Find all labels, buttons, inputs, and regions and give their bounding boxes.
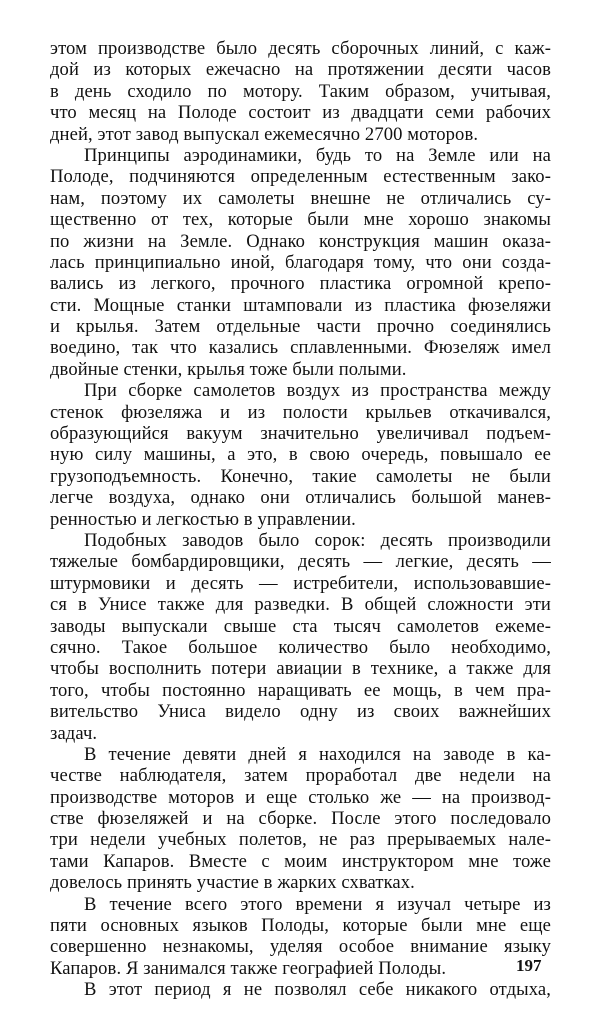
text-line: В течение девяти дней я находился на заводе в ка-: [84, 743, 551, 765]
text-line: Принципы аэродинамики, будь то на Земле или на: [84, 144, 551, 166]
text-line: сячно. Такое большое количество было необходимо,: [50, 636, 551, 658]
text-line: ся в Унисе также для разведки. В общей сложности эти: [50, 594, 551, 616]
text-line: этом производстве было десять сборочных линий, с каж-: [50, 38, 551, 59]
text-line: В этот период я не позволял себе никакого отдыха,: [84, 979, 551, 1001]
text-line: три недели учебных полетов, не раз прерываемых нале-: [50, 829, 551, 851]
text-line: Подобных заводов было сорок: десять производили: [84, 529, 551, 551]
text-line: задач.: [50, 722, 98, 744]
text-line: тяжелые бомбардировщики, десять — легкие, десять —: [50, 551, 551, 573]
text-line: и крылья. Затем отдельные части прочно соединялись: [50, 316, 551, 338]
text-line: лась принципиально иной, благодаря тому, что они созда-: [50, 251, 551, 273]
text-line: стенок фюзеляжа и из полости крыльев откачивался,: [50, 401, 551, 423]
text-line: честве наблюдателя, затем проработал две недели на: [50, 765, 551, 787]
text-line: нам, поэтому их самолеты внешне не отличались су-: [50, 187, 551, 209]
text-line: довелось принять участие в жарких схватках.: [50, 872, 415, 894]
page-number: 197: [516, 956, 542, 975]
text-line: В течение всего этого времени я изучал четыре из: [84, 893, 551, 915]
text-line: ренностью и легкостью в управлении.: [50, 508, 356, 530]
paragraph: [50, 145, 551, 380]
text-line: по жизни на Земле. Однако конструкция машин оказа-: [50, 230, 551, 252]
paragraph: [50, 38, 551, 145]
text-line: вались из легкого, прочного пластика огромной крепо-: [50, 273, 551, 295]
text-line: воедино, так что казались сплавленными. Фюзеляж имел: [50, 337, 551, 359]
text-line: двойные стенки, крылья тоже были полыми.: [50, 358, 407, 380]
text-line: совершенно незнакомы, уделяя особое внимание языку: [50, 936, 551, 958]
text-line: стве фюзеляжей и на сборке. После этого последовало: [50, 808, 551, 830]
paragraph: [50, 744, 551, 894]
text-line: дой из которых ежечасно на протяжении десяти часов: [50, 59, 551, 81]
text-line: пяти основных языков Полоды, которые были мне еще: [50, 915, 551, 937]
text-line: производстве моторов и еще столько же — на производ-: [50, 786, 551, 808]
paragraph: [50, 530, 551, 744]
page-body: [50, 38, 551, 1001]
text-line: образующийся вакуум значительно увеличивал подъем-: [50, 423, 551, 445]
text-line: чтобы восполнить потери авиации в технике, а также для: [50, 658, 551, 680]
text-line: заводы выпускали свыше ста тысяч самолетов ежеме-: [50, 615, 551, 637]
text-line: При сборке самолетов воздух из пространства между: [84, 380, 551, 402]
text-line: щественно от тех, которые были мне хорошо знакомы: [50, 209, 551, 231]
text-line: тами Капаров. Вместе с моим инструктором мне тоже: [50, 850, 551, 872]
text-line: грузоподъемность. Конечно, такие самолеты не были: [50, 465, 551, 487]
text-line: легче воздуха, однако они отличались большой манев-: [50, 487, 551, 509]
text-line: ную силу машины, а это, в свою очередь, повышало ее: [50, 444, 551, 466]
text-line: вительство Униса видело одну из своих важнейших: [50, 701, 551, 723]
paragraph: [50, 894, 551, 980]
text-line: в день сходило по мотору. Таким образом, учитывая,: [50, 80, 551, 102]
paragraph: [50, 979, 551, 1000]
text-line: что месяц на Полоде состоит из двадцати семи рабочих: [50, 102, 551, 124]
text-line: того, чтобы постоянно наращивать ее мощь, в чем пра-: [50, 679, 551, 701]
text-line: сти. Мощные станки штамповали из пластика фюзеляжи: [50, 294, 551, 316]
paragraph: [50, 380, 551, 530]
text-line: штурмовики и десять — истребители, использовавшие-: [50, 572, 551, 594]
text-line: дней, этот завод выпускал ежемесячно 2700 моторов.: [50, 123, 479, 145]
text-line: Капаров. Я занимался также географией Полоды.: [50, 957, 447, 979]
text-line: Полоде, подчиняются определенным естественным зако-: [50, 166, 551, 188]
